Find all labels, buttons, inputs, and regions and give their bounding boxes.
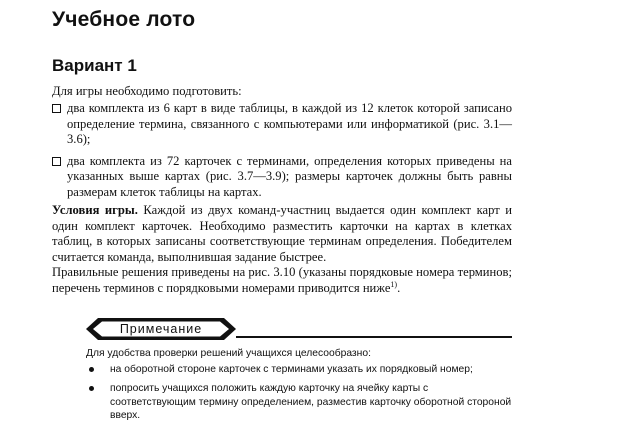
footnote-marker: 1) (390, 279, 398, 289)
list-item-text: два комплекта из 6 карт в виде таблицы, в каждой из 12 клеток которой записано определение термина, связанного с компьютерами или информатикой (рис. 3.1—3.6); (67, 101, 512, 146)
list-item (86, 382, 516, 422)
bullet-dot-icon (89, 386, 94, 391)
note-list (86, 363, 516, 429)
section-heading: Вариант 1 (52, 56, 137, 75)
page-title: Учебное лото (52, 8, 196, 31)
rules-text: Каждой из двух команд-участниц выдается один комплект карт и один комплект карточек. Необходимо разместить карточки на картах в клетках таблиц, в которых записаны соответствующие терминам определения. Победителем считается команда, выполнившая задание быстрее. (52, 203, 512, 264)
list-item-text: попросить учащихся положить каждую карточку на ячейку карты с соответствующим термину определением, разместив карточку оборотной стороной вверх. (110, 383, 512, 422)
game-rules-paragraph (52, 203, 512, 265)
preparation-list (52, 101, 512, 206)
note-label: Примечание (119, 322, 203, 336)
note-intro: Для удобства проверки решений учащихся целесообразно: (86, 348, 371, 359)
list-item-text: два комплекта из 72 карточек с терминами, определения которых приведены на указанных выше картах (рис. 3.7—3.9); размеры карточек должны быть равны размерам клеток таблицы на картах. (67, 153, 512, 199)
rules-lead: Условия игры. (52, 203, 138, 217)
solutions-tail: . (397, 280, 401, 295)
solutions-text: Правильные решения приведены на рис. 3.10 (указаны порядковые номера терминов; перечень терминов с порядковыми номерами приводится ниже (52, 265, 512, 295)
checkbox-bullet-icon (52, 104, 61, 113)
checkbox-bullet-icon (52, 157, 61, 166)
list-item (86, 363, 516, 376)
bullet-dot-icon (89, 367, 94, 372)
note-header-tab (86, 318, 236, 340)
list-item-text: на оборотной стороне карточек с терминами указать их порядковый номер; (110, 364, 473, 375)
note-divider (236, 336, 512, 338)
intro-text: Для игры необходимо подготовить: (52, 84, 242, 98)
solutions-paragraph (52, 265, 512, 296)
list-item (52, 154, 512, 201)
list-item (52, 101, 512, 148)
